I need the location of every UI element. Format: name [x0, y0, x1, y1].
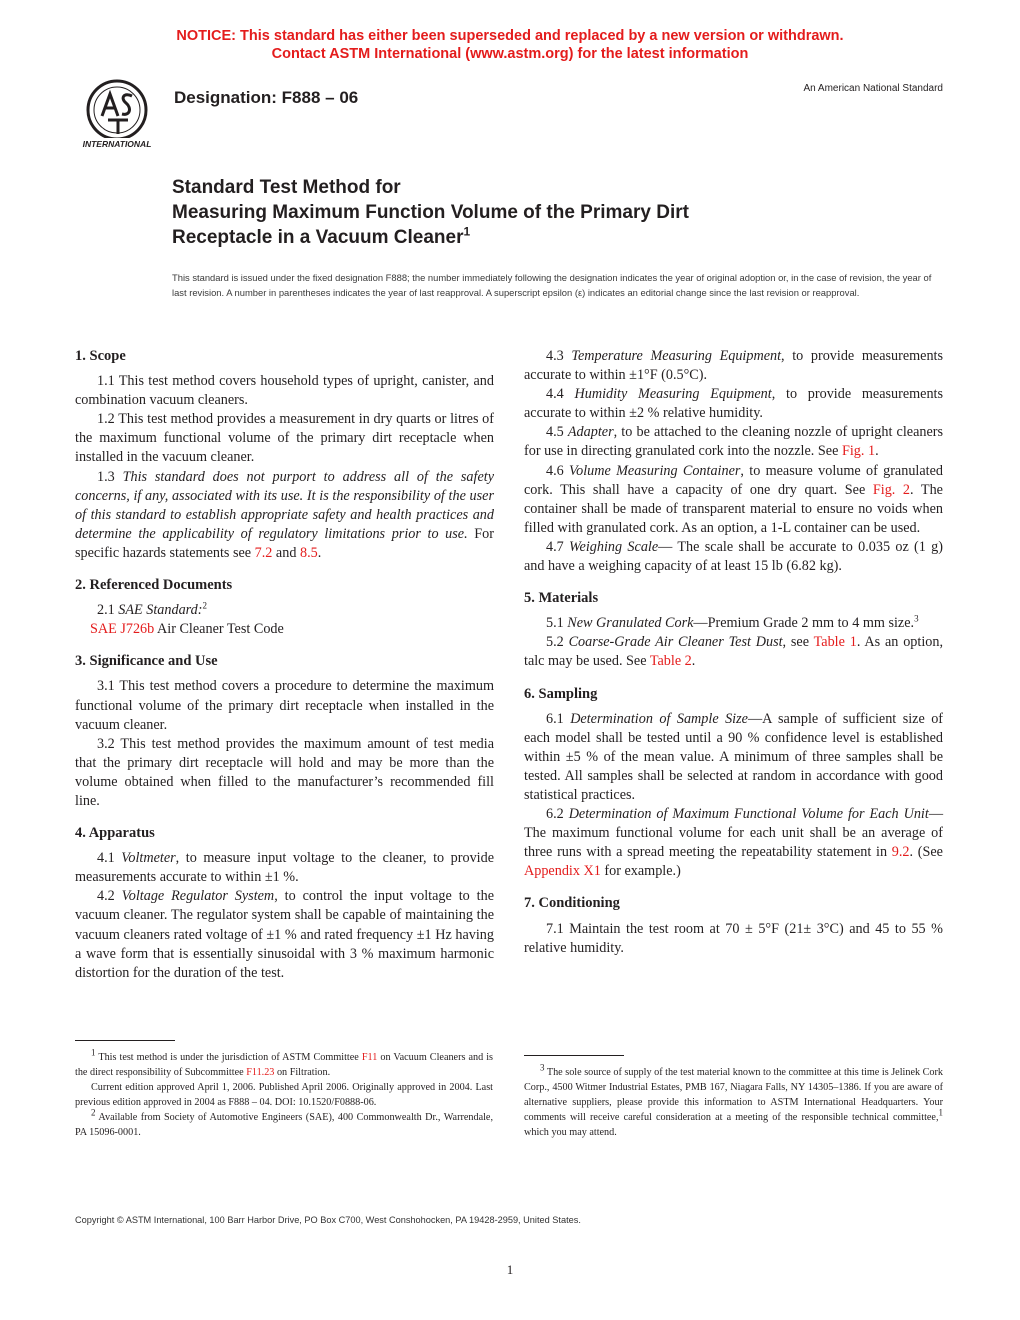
- american-national-standard: An American National Standard: [803, 83, 943, 94]
- intro-paragraph: This standard is issued under the fixed designation F888; the number immediately following the designation indicates the year of original adoption or, in the case of revision, the year of last revision. A number in parentheses indicates the year of last reapproval. A superscript epsilon (ε) indicates an editorial change since the last revision or reapproval.: [172, 272, 932, 298]
- document-title: [172, 175, 872, 250]
- link-fig-1[interactable]: Fig. 1: [841, 443, 876, 460]
- link-table-2[interactable]: Table 2: [649, 653, 692, 670]
- link-f11-23[interactable]: F11.23: [246, 1067, 275, 1078]
- para-5-1: 5.1 New Granulated Cork—Premium Grade 2 mm to 4 mm size.$^3$: [546, 613, 919, 632]
- link-sae-j726b[interactable]: SAE J726b: [90, 621, 155, 638]
- footnotes-left: [75, 1047, 493, 1140]
- section-heading-materials: 5. Materials: [524, 590, 599, 607]
- notice-line-1: NOTICE: This standard has either been superseded and replaced by a new version or withdrawn.: [176, 28, 844, 44]
- withdrawal-notice: [0, 27, 1020, 63]
- designation: Designation: F888 – 06: [174, 88, 359, 107]
- footnote-rule-left: [75, 1040, 175, 1041]
- link-7-2[interactable]: 7.2: [254, 544, 273, 561]
- footnote-edition: Current edition approved April 1, 2006. Published April 2006. Originally approved in 2004. Last previous edition approved in 2004 as F888 – 04. DOI: 10.1520/F0888-06.: [75, 1082, 493, 1108]
- para-4-7: 4.7 Weighing Scale— The scale shall be accurate to 0.035 oz (1 g) and have a weighing capacity of at least 15 lb (6.82 kg).: [524, 538, 944, 575]
- section-heading-conditioning: 7. Conditioning: [524, 895, 620, 912]
- right-column: [524, 347, 943, 958]
- para-4-3: 4.3 Temperature Measuring Equipment, to provide measurements accurate to within ±1°F (0.5°C).: [524, 348, 944, 384]
- copyright: Copyright © ASTM International, 100 Barr Harbor Drive, PO Box C700, West Conshohocken, PA 19428-2959, United States.: [75, 1215, 581, 1225]
- para-6-2: 6.2 Determination of Maximum Functional Volume for Each Unit—The maximum functional volume for each unit shall be an average of three runs with a spread meeting the repeatability statement in 9.2. (See Appendix X1 for example.): [524, 806, 943, 880]
- title-line-3: Receptacle in a Vacuum Cleaner$^1$: [172, 224, 471, 248]
- para-4-4: 4.4 Humidity Measuring Equipment, to provide measurements accurate to within ±2 % relative humidity.: [524, 386, 944, 422]
- notice-line-2: Contact ASTM International (www.astm.org) for the latest information: [271, 46, 749, 62]
- section-heading-apparatus: 4. Apparatus: [75, 825, 155, 842]
- ref-sae-j726b: SAE J726b Air Cleaner Test Code: [90, 621, 284, 638]
- para-4-2: 4.2 Voltage Regulator System, to control the input voltage to the vacuum cleaner. The regulator system shall be capable of maintaining the vacuum cleaners rated voltage of ±1 % and rated frequency ±1 Hz having a wave form that is essentially sinusoidal with 3 % maximum harmonic distortion for the duration of the test.: [75, 888, 494, 981]
- link-f11[interactable]: F11: [361, 1052, 378, 1063]
- para-7-1: 7.1 Maintain the test room at 70 ± 5°F (21± 3°C) and 45 to 55 % relative humidity.: [524, 920, 943, 956]
- footnotes-right: [524, 1062, 943, 1140]
- para-2-1: 2.1 SAE Standard:$^2$: [97, 600, 207, 619]
- footnote-2: $^2$ Available from Society of Automotive Engineers (SAE), 400 Commonwealth Dr., Warrendale, PA 15096-0001.: [75, 1107, 493, 1138]
- para-1-1: 1.1 This test method covers household types of upright, canister, and combination vacuum cleaners.: [75, 373, 494, 409]
- link-8-5[interactable]: 8.5: [299, 544, 318, 561]
- title-line-2: Measuring Maximum Function Volume of the Primary Dirt: [172, 202, 689, 223]
- para-6-1: 6.1 Determination of Sample Size—A sample of sufficient size of each model shall be tested until a 90 % confidence level is established within ±5 % of the mean value. A minimum of three samples shall be tested. All samples shall be selected at random in accordance with good statistical practices.: [524, 710, 944, 803]
- para-5-2: 5.2 Coarse-Grade Air Cleaner Test Dust, see Table 1. As an option, talc may be used. See Table 2.: [524, 634, 943, 670]
- logo-subtext: INTERNATIONAL: [82, 139, 152, 149]
- footnote-3: $^3$ The sole source of supply of the test material known to the committee at this time is Jelinek Cork Corp., 4500 Witmer Industrial Estates, PMB 167, Niagara Falls, NY 14305–1386. If you are aware of alternative suppliers, please provide this information to ASTM International Headquarters. Your comments will receive careful consideration at a meeting of the responsible technical committee,$^1$ which you may attend.: [524, 1062, 943, 1138]
- para-3-1: 3.1 This test method covers a procedure to determine the maximum functional volume of the primary dirt receptacle when installed in the vacuum cleaner.: [75, 678, 494, 733]
- link-fig-2[interactable]: Fig. 2: [872, 481, 911, 498]
- footnote-1: $^1$ This test method is under the jurisdiction of ASTM Committee F11 on Vacuum Cleaners and is the direct responsibility of Subcommittee F11.23 on Filtration.: [75, 1047, 493, 1078]
- section-heading-scope: 1. Scope: [75, 348, 126, 364]
- para-4-1: 4.1 Voltmeter, to measure input voltage to the cleaner, to provide measurements accurate to within ±1 %.: [75, 850, 494, 886]
- left-column: [75, 347, 494, 983]
- link-9-2[interactable]: 9.2: [891, 844, 910, 861]
- para-3-2: 3.2 This test method provides the maximum amount of test media that the primary dirt receptacle will hold and may be more than the volume obtained when filled to the manufacturer’s recommended fill line.: [75, 735, 494, 809]
- section-heading-sampling: 6. Sampling: [524, 685, 598, 702]
- link-table-1[interactable]: Table 1: [813, 634, 857, 651]
- title-line-1: Standard Test Method for: [172, 177, 401, 198]
- para-1-3: 1.3 This standard does not purport to address all of the safety concerns, if any, associated with its use. It is the responsibility of the user of this standard to establish appropriate safety and health practices and determine the applicability of regulatory limitations prior to use. For specific hazards statements see 7.2 and 8.5.: [75, 468, 495, 561]
- para-4-6: 4.6 Volume Measuring Container, to measure volume of granulated cork. This shall have a capacity of one dry quart. See Fig. 2. The container shall be made of transparent material to ensure no voids when filled with granulated cork. As an option, a 1-L container can be used.: [524, 462, 943, 536]
- page-number: 1: [506, 1262, 514, 1277]
- para-1-2: 1.2 This test method provides a measurement in dry quarts or litres of the maximum functional volume of the primary dirt receptacle when installed in the vacuum cleaner.: [75, 411, 494, 466]
- section-heading-referenced-documents: 2. Referenced Documents: [75, 577, 233, 594]
- footnote-rule-right: [524, 1055, 624, 1056]
- section-heading-significance: 3. Significance and Use: [75, 653, 218, 670]
- astm-logo: [72, 78, 162, 150]
- link-appendix-x1[interactable]: Appendix X1: [524, 863, 601, 880]
- para-4-5: 4.5 Adapter, to be attached to the cleaning nozzle of upright cleaners for use in directing granulated cork into the nozzle. See Fig. 1.: [524, 424, 944, 460]
